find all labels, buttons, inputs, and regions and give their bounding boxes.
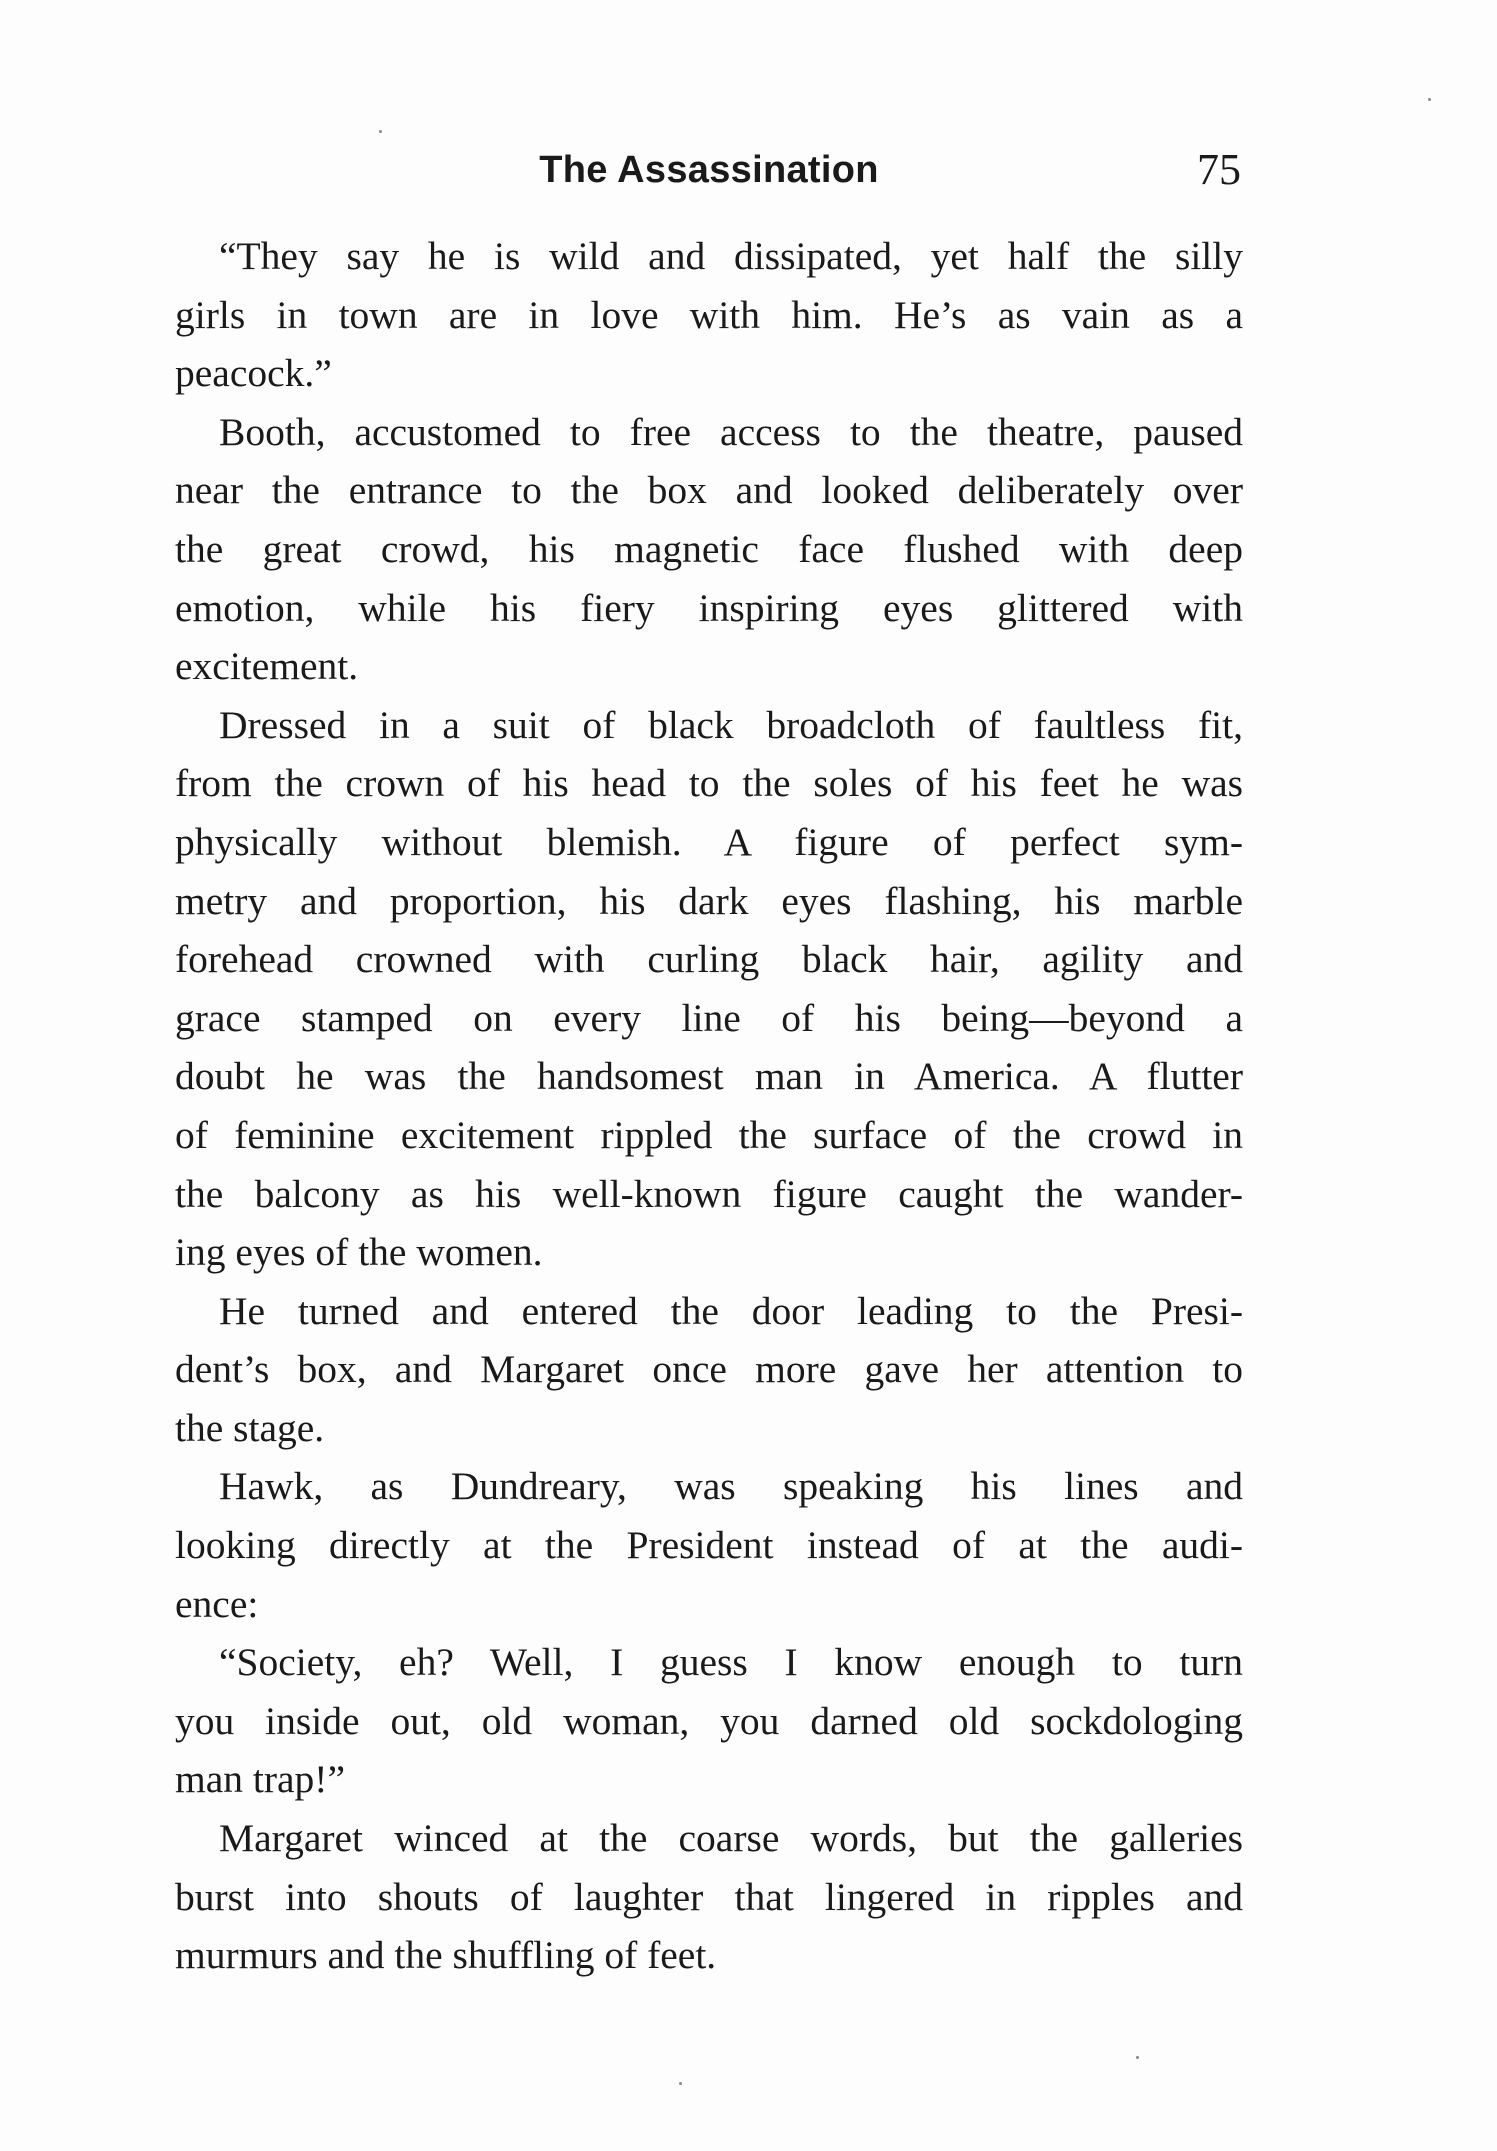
text-line: near the entrance to the box and looked deliberately over — [175, 468, 1243, 513]
paragraph — [175, 1457, 1243, 1633]
text-line: looking directly at the President instead of at the audi- — [175, 1523, 1243, 1568]
text-line: Margaret winced at the coarse words, but the galleries — [219, 1816, 1243, 1861]
paragraph — [175, 227, 1243, 403]
text-line: physically without blemish. A figure of perfect sym- — [175, 819, 1243, 864]
running-head — [175, 142, 1243, 198]
text-line: girls in town are in love with him. He’s as vain as a — [175, 292, 1243, 337]
scan-speck — [679, 2082, 682, 2085]
text-line: the stage. — [175, 1405, 325, 1450]
page-number: 75 — [1197, 145, 1241, 194]
paragraph — [175, 696, 1243, 1282]
scan-speck — [1428, 98, 1431, 101]
text-line: Hawk, as Dundreary, was speaking his lines and — [219, 1464, 1243, 1509]
text-line: from the crown of his head to the soles of his feet he was — [175, 761, 1243, 806]
text-line: grace stamped on every line of his being—beyond a — [175, 995, 1243, 1040]
text-line: the great crowd, his magnetic face flushed with deep — [175, 526, 1243, 571]
text-line: man trap!” — [175, 1757, 345, 1802]
text-line: the balcony as his well-known figure caught the wander- — [175, 1171, 1243, 1216]
text-line: of feminine excitement rippled the surface of the crowd in — [175, 1112, 1243, 1157]
text-line: murmurs and the shuffling of feet. — [175, 1933, 717, 1978]
paragraph — [175, 1282, 1243, 1458]
text-line: metry and proportion, his dark eyes flashing, his marble — [175, 878, 1243, 923]
text-line: peacock.” — [175, 351, 332, 396]
text-line: excitement. — [175, 644, 359, 689]
scan-speck — [379, 130, 382, 133]
text-line: doubt he was the handsomest man in America. A flutter — [175, 1054, 1243, 1099]
text-line: forehead crowned with curling black hair, agility and — [175, 937, 1243, 982]
paragraph — [175, 1633, 1243, 1809]
chapter-title: The Assassination — [539, 149, 879, 191]
text-line: dent’s box, and Margaret once more gave her attention to — [175, 1347, 1243, 1392]
text-line: “Society, eh? Well, I guess I know enough to turn — [219, 1640, 1243, 1685]
paragraph — [175, 403, 1243, 696]
text-line: “They say he is wild and dissipated, yet half the silly — [219, 234, 1243, 278]
text-line: burst into shouts of laughter that lingered in ripples and — [175, 1874, 1243, 1919]
text-line: ing eyes of the women. — [175, 1230, 543, 1275]
body-text — [175, 227, 1243, 1985]
scan-speck — [1136, 2056, 1139, 2059]
text-line: Booth, accustomed to free access to the theatre, paused — [219, 409, 1243, 454]
text-line: Dressed in a suit of black broadcloth of faultless fit, — [219, 702, 1243, 747]
paragraph — [175, 1809, 1243, 1985]
text-line: you inside out, old woman, you darned old sockdologing — [175, 1698, 1243, 1743]
text-line: ence: — [175, 1581, 259, 1626]
text-line: He turned and entered the door leading to the Presi- — [219, 1288, 1243, 1333]
text-line: emotion, while his fiery inspiring eyes glittered with — [175, 585, 1243, 630]
